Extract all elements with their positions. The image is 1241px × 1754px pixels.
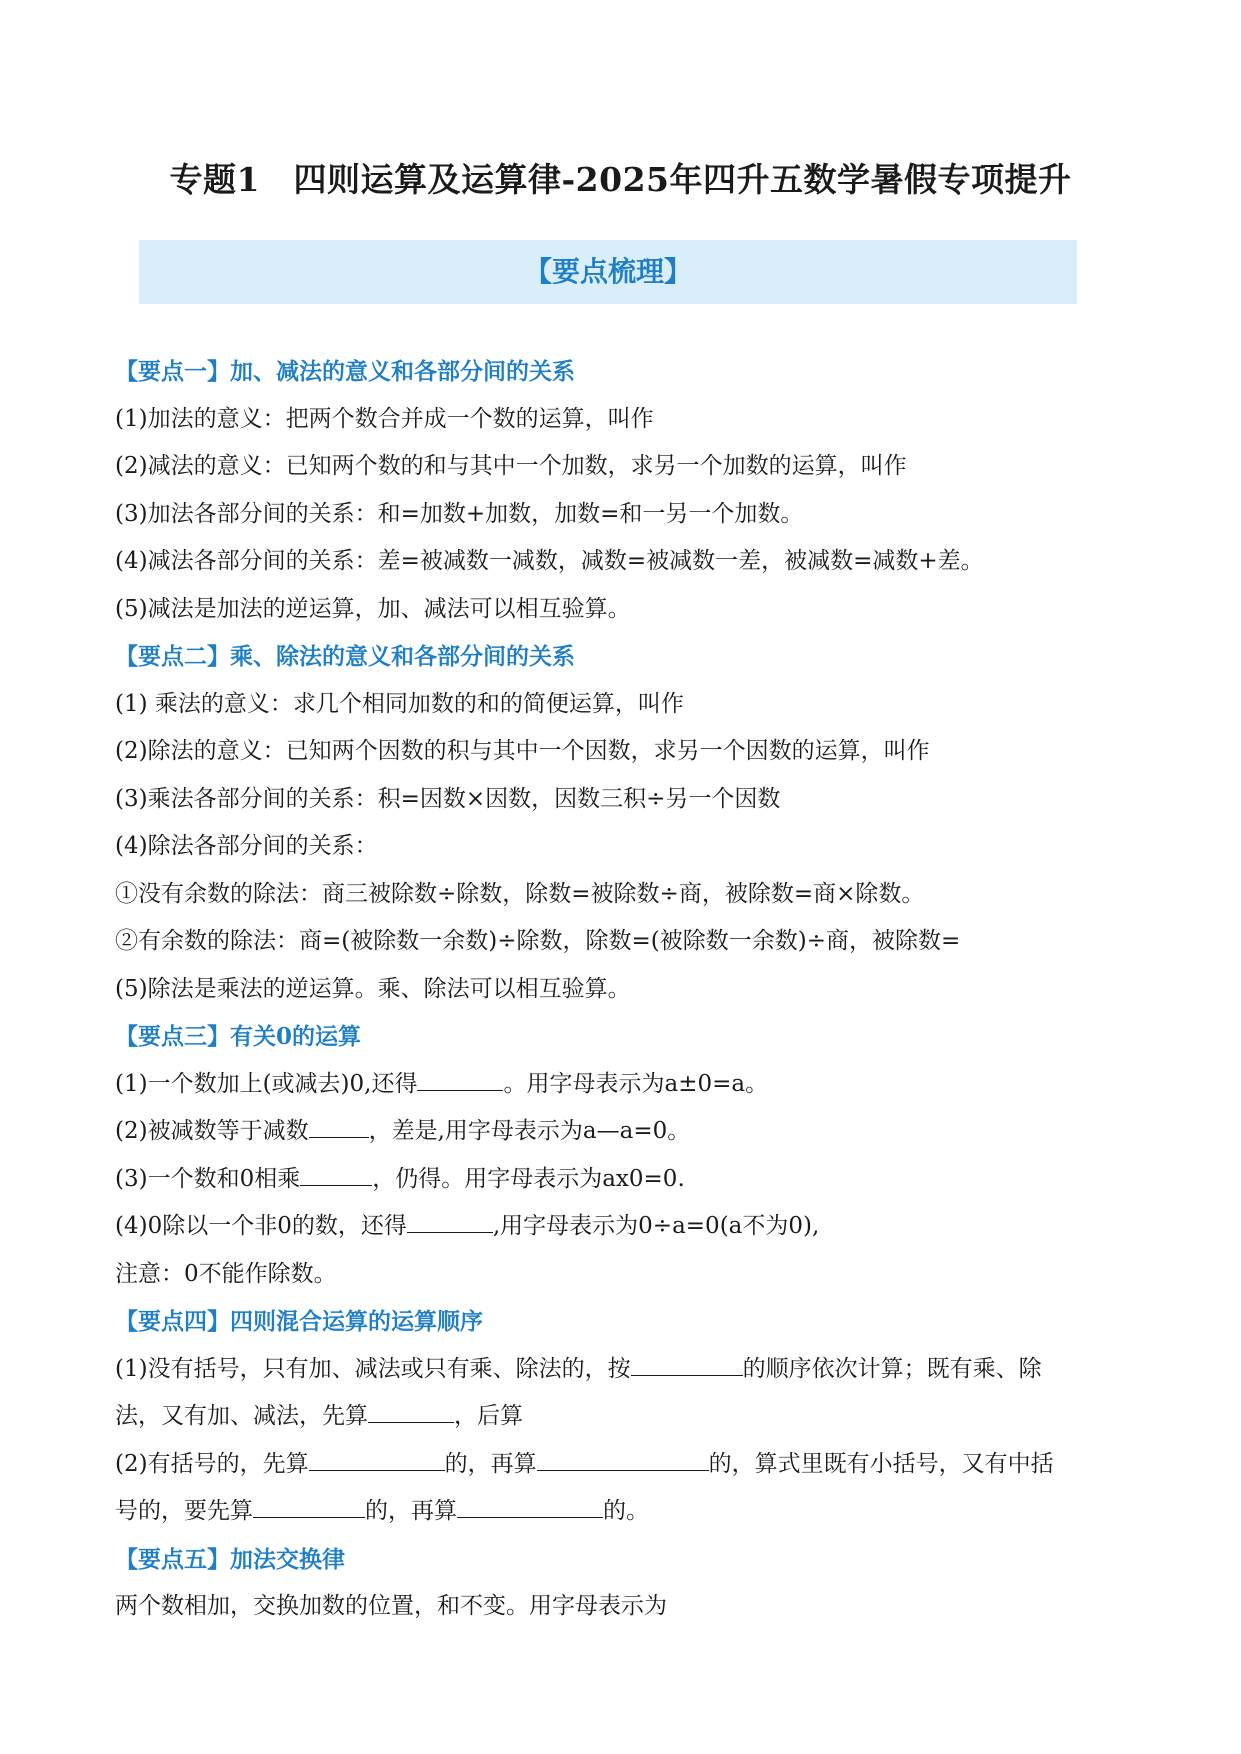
section-heading-1: 【要点一】加、减法的意义和各部分间的关系	[115, 358, 575, 385]
section-banner: 【要点梳理】	[139, 240, 1077, 304]
text-line	[115, 1488, 1130, 1536]
page-title: 专题1 四则运算及运算律-2025年四升五数学暑假专项提升	[169, 160, 1072, 199]
text-segment: (4)0除以一个非0的数，还得	[115, 1213, 407, 1239]
text-segment: (2)有括号的，先算	[115, 1450, 309, 1477]
fill-in-blank[interactable]	[368, 1400, 454, 1423]
fill-in-blank[interactable]	[309, 1448, 445, 1471]
text-line: ①没有余数的除法：商三被除数÷除数，除数=被除数÷商，被除数=商×除数。	[115, 880, 925, 907]
text-segment: (3)一个数和0相乘	[115, 1165, 301, 1192]
text-segment: 的，再算	[444, 1450, 537, 1477]
text-line	[115, 1346, 1130, 1394]
fill-in-blank[interactable]	[253, 1495, 365, 1518]
fill-in-blank[interactable]	[407, 1210, 493, 1233]
text-line	[115, 1061, 1130, 1109]
text-segment: (2)被减数等于减数	[115, 1118, 309, 1144]
text-segment: 。用字母表示为a±0=a。	[503, 1070, 769, 1097]
text-line: (1)加法的意义：把两个数合并成一个数的运算，叫作	[115, 405, 654, 432]
text-segment: ，后算	[454, 1403, 523, 1429]
text-segment: 号的，要先算	[115, 1498, 253, 1524]
text-line: (2)除法的意义：已知两个因数的积与其中一个因数，求另一个因数的运算，叫作	[115, 738, 930, 764]
text-segment: 法，又有加、减法，先算	[115, 1403, 368, 1429]
text-line	[115, 1156, 1130, 1204]
text-line	[115, 1108, 1130, 1156]
fill-in-blank[interactable]	[537, 1448, 709, 1471]
text-segment: 的。	[603, 1498, 649, 1524]
fill-in-blank[interactable]	[631, 1353, 743, 1376]
text-segment: ，仍得。用字母表示为ax0=0.	[372, 1165, 685, 1192]
section-heading-4: 【要点四】四则混合运算的运算顺序	[115, 1308, 483, 1335]
text-line	[115, 1441, 1130, 1489]
text-line: (2)减法的意义：已知两个数的和与其中一个加数，求另一个加数的运算，叫作	[115, 453, 907, 479]
text-line: (3)加法各部分间的关系：和=加数+加数，加数=和一另一个加数。	[115, 500, 804, 527]
text-line: 两个数相加，交换加数的位置，和不变。用字母表示为	[115, 1593, 667, 1619]
text-line: (4)减法各部分间的关系：差=被减数一减数，减数=被减数一差，被减数=减数+差。	[115, 548, 984, 574]
text-segment: 的，算式里既有小括号，又有中括	[708, 1450, 1054, 1477]
text-line	[115, 1203, 1130, 1251]
text-segment: (1)没有括号，只有加、减法或只有乘、除法的，按	[115, 1355, 631, 1382]
fill-in-blank[interactable]	[309, 1115, 369, 1138]
fill-in-blank[interactable]	[417, 1068, 503, 1091]
section-heading-3: 【要点三】有关0的运算	[115, 1023, 362, 1050]
text-segment: (1)一个数加上(或减去)0,还得	[115, 1070, 418, 1097]
fill-in-blank[interactable]	[300, 1163, 372, 1186]
text-segment: ,用字母表示为0÷a=0(a不为0),	[492, 1213, 820, 1239]
text-line: 注意：0不能作除数。	[115, 1260, 337, 1287]
text-line: (3)乘法各部分间的关系：积=因数×因数，因数三积÷另一个因数	[115, 785, 781, 812]
section-heading-5: 【要点五】加法交换律	[115, 1545, 345, 1573]
document-body	[115, 348, 1130, 1631]
text-line	[115, 1393, 1130, 1441]
fill-in-blank[interactable]	[457, 1495, 603, 1518]
text-line: ②有余数的除法：商=(被除数一余数)÷除数，除数=(被除数一余数)÷商，被除数=	[115, 928, 961, 954]
text-line: (5)减法是加法的逆运算，加、减法可以相互验算。	[115, 595, 631, 622]
text-line: (5)除法是乘法的逆运算。乘、除法可以相互验算。	[115, 975, 631, 1002]
text-segment: ，差是,用字母表示为a—a=0。	[368, 1118, 691, 1144]
text-segment: 的顺序依次计算；既有乘、除	[742, 1355, 1042, 1382]
text-line: (4)除法各部分间的关系：	[115, 833, 378, 859]
text-segment: 的，再算	[365, 1498, 457, 1524]
text-line: (1) 乘法的意义：求几个相同加数的和的简便运算，叫作	[115, 690, 684, 717]
section-heading-2: 【要点二】乘、除法的意义和各部分间的关系	[115, 643, 575, 670]
